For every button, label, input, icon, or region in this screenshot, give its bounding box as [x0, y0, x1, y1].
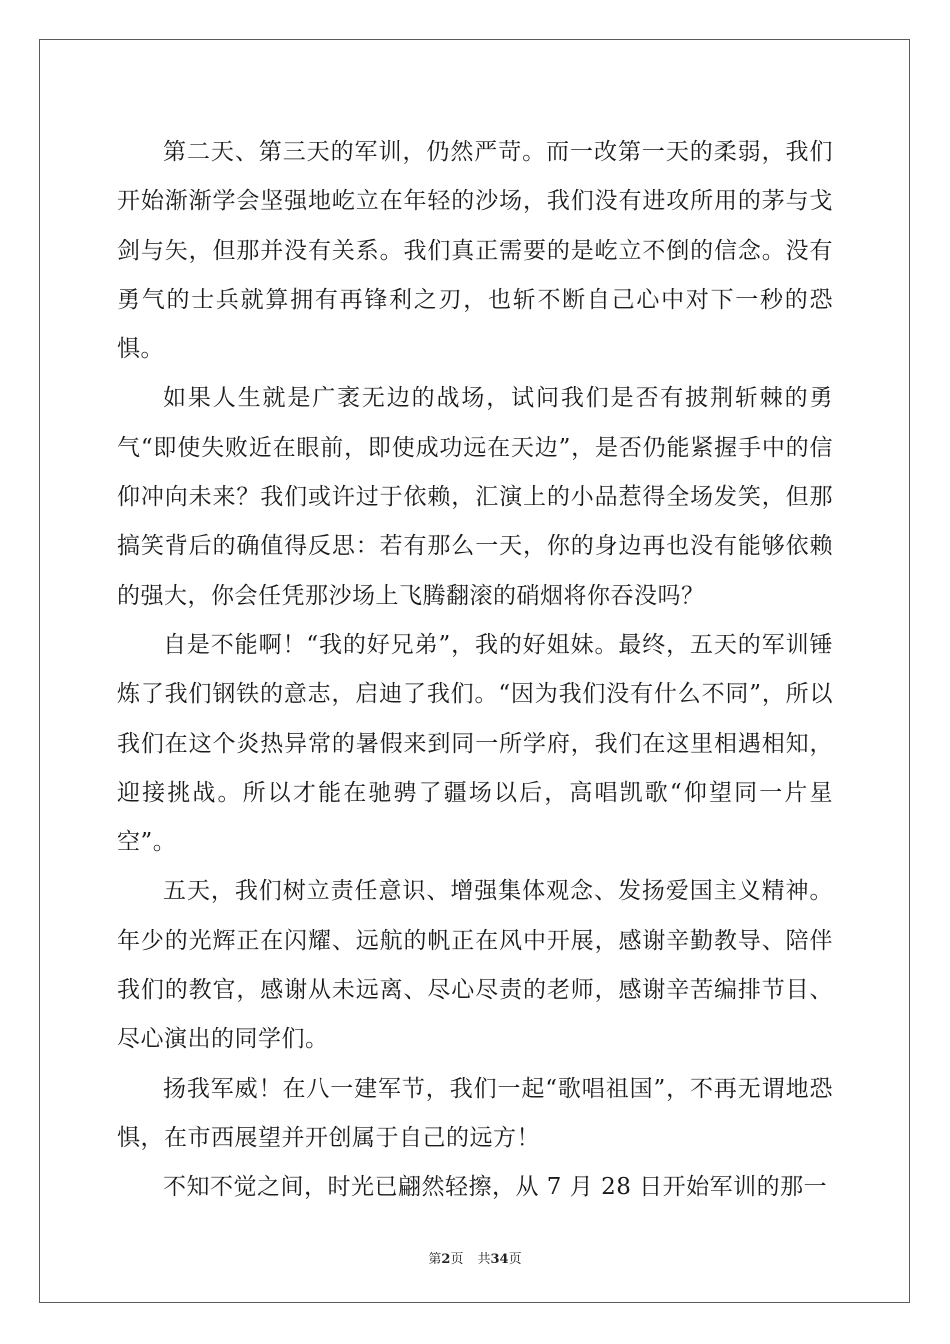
paragraph-1: 第二天、第三天的军训，仍然严苛。而一改第一天的柔弱，我们开始渐渐学会坚强地屹立在年轻的沙场，我们没有进攻所用的茅与戈剑与矢，但那并没有关系。我们真正需要的是屹立不倒的信念。没有勇气的士兵就算拥有再锋利之刃，也斩不断自己心中对下一秒的恐惧。 — [117, 139, 833, 363]
footer-page-prefix: 第 — [428, 1252, 442, 1267]
footer-page-number: 2 — [441, 1252, 451, 1267]
paragraph-5: 扬我军威！在八一建军节，我们一起“歌唱祖国”，不再无谓地恐惧，在市西展望并开创属于自己的远方！ — [117, 1075, 833, 1151]
footer-total-prefix: 共 — [477, 1252, 491, 1267]
paragraph-2: 如果人生就是广袤无边的战场，试问我们是否有披荆斩棘的勇气“即使失败近在眼前，即使成功远在天边”，是否仍能紧握手中的信仰冲向未来？我们或许过于依赖，汇演上的小品惹得全场发笑，但那搞笑背后的确值得反思：若有那么一天，你的身边再也没有能够依赖的强大，你会任凭那沙场上飞腾翻滚的硝烟将你吞没吗？ — [117, 385, 833, 609]
footer-total-pages: 34 — [490, 1252, 509, 1267]
paragraph-6: 不知不觉之间，时光已翩然轻擦，从 7 月 28 日开始军训的那一 — [163, 1174, 828, 1201]
page-footer — [0, 1248, 950, 1267]
paragraph-3: 自是不能啊！“我的好兄弟”，我的好姐妹。最终，五天的军训锤炼了我们钢铁的意志，启迪了我们。“因为我们没有什么不同”，所以我们在这个炎热异常的暑假来到同一所学府，我们在这里相遇相知，迎接挑战。所以才能在驰骋了疆场以后，高唱凯歌“仰望同一片星空”。 — [117, 631, 833, 856]
paragraph-4: 五天，我们树立责任意识、增强集体观念、发扬爱国主义精神。年少的光辉正在闪耀、远航的帆正在风中开展，感谢辛勤教导、陪伴我们的教官，感谢从未远离、尽心尽责的老师，感谢辛苦编排节目、尽心演出的同学们。 — [117, 878, 833, 1053]
document-body — [117, 128, 833, 1213]
footer-total-suffix: 页 — [508, 1252, 522, 1267]
footer-page-suffix: 页 — [450, 1252, 464, 1267]
